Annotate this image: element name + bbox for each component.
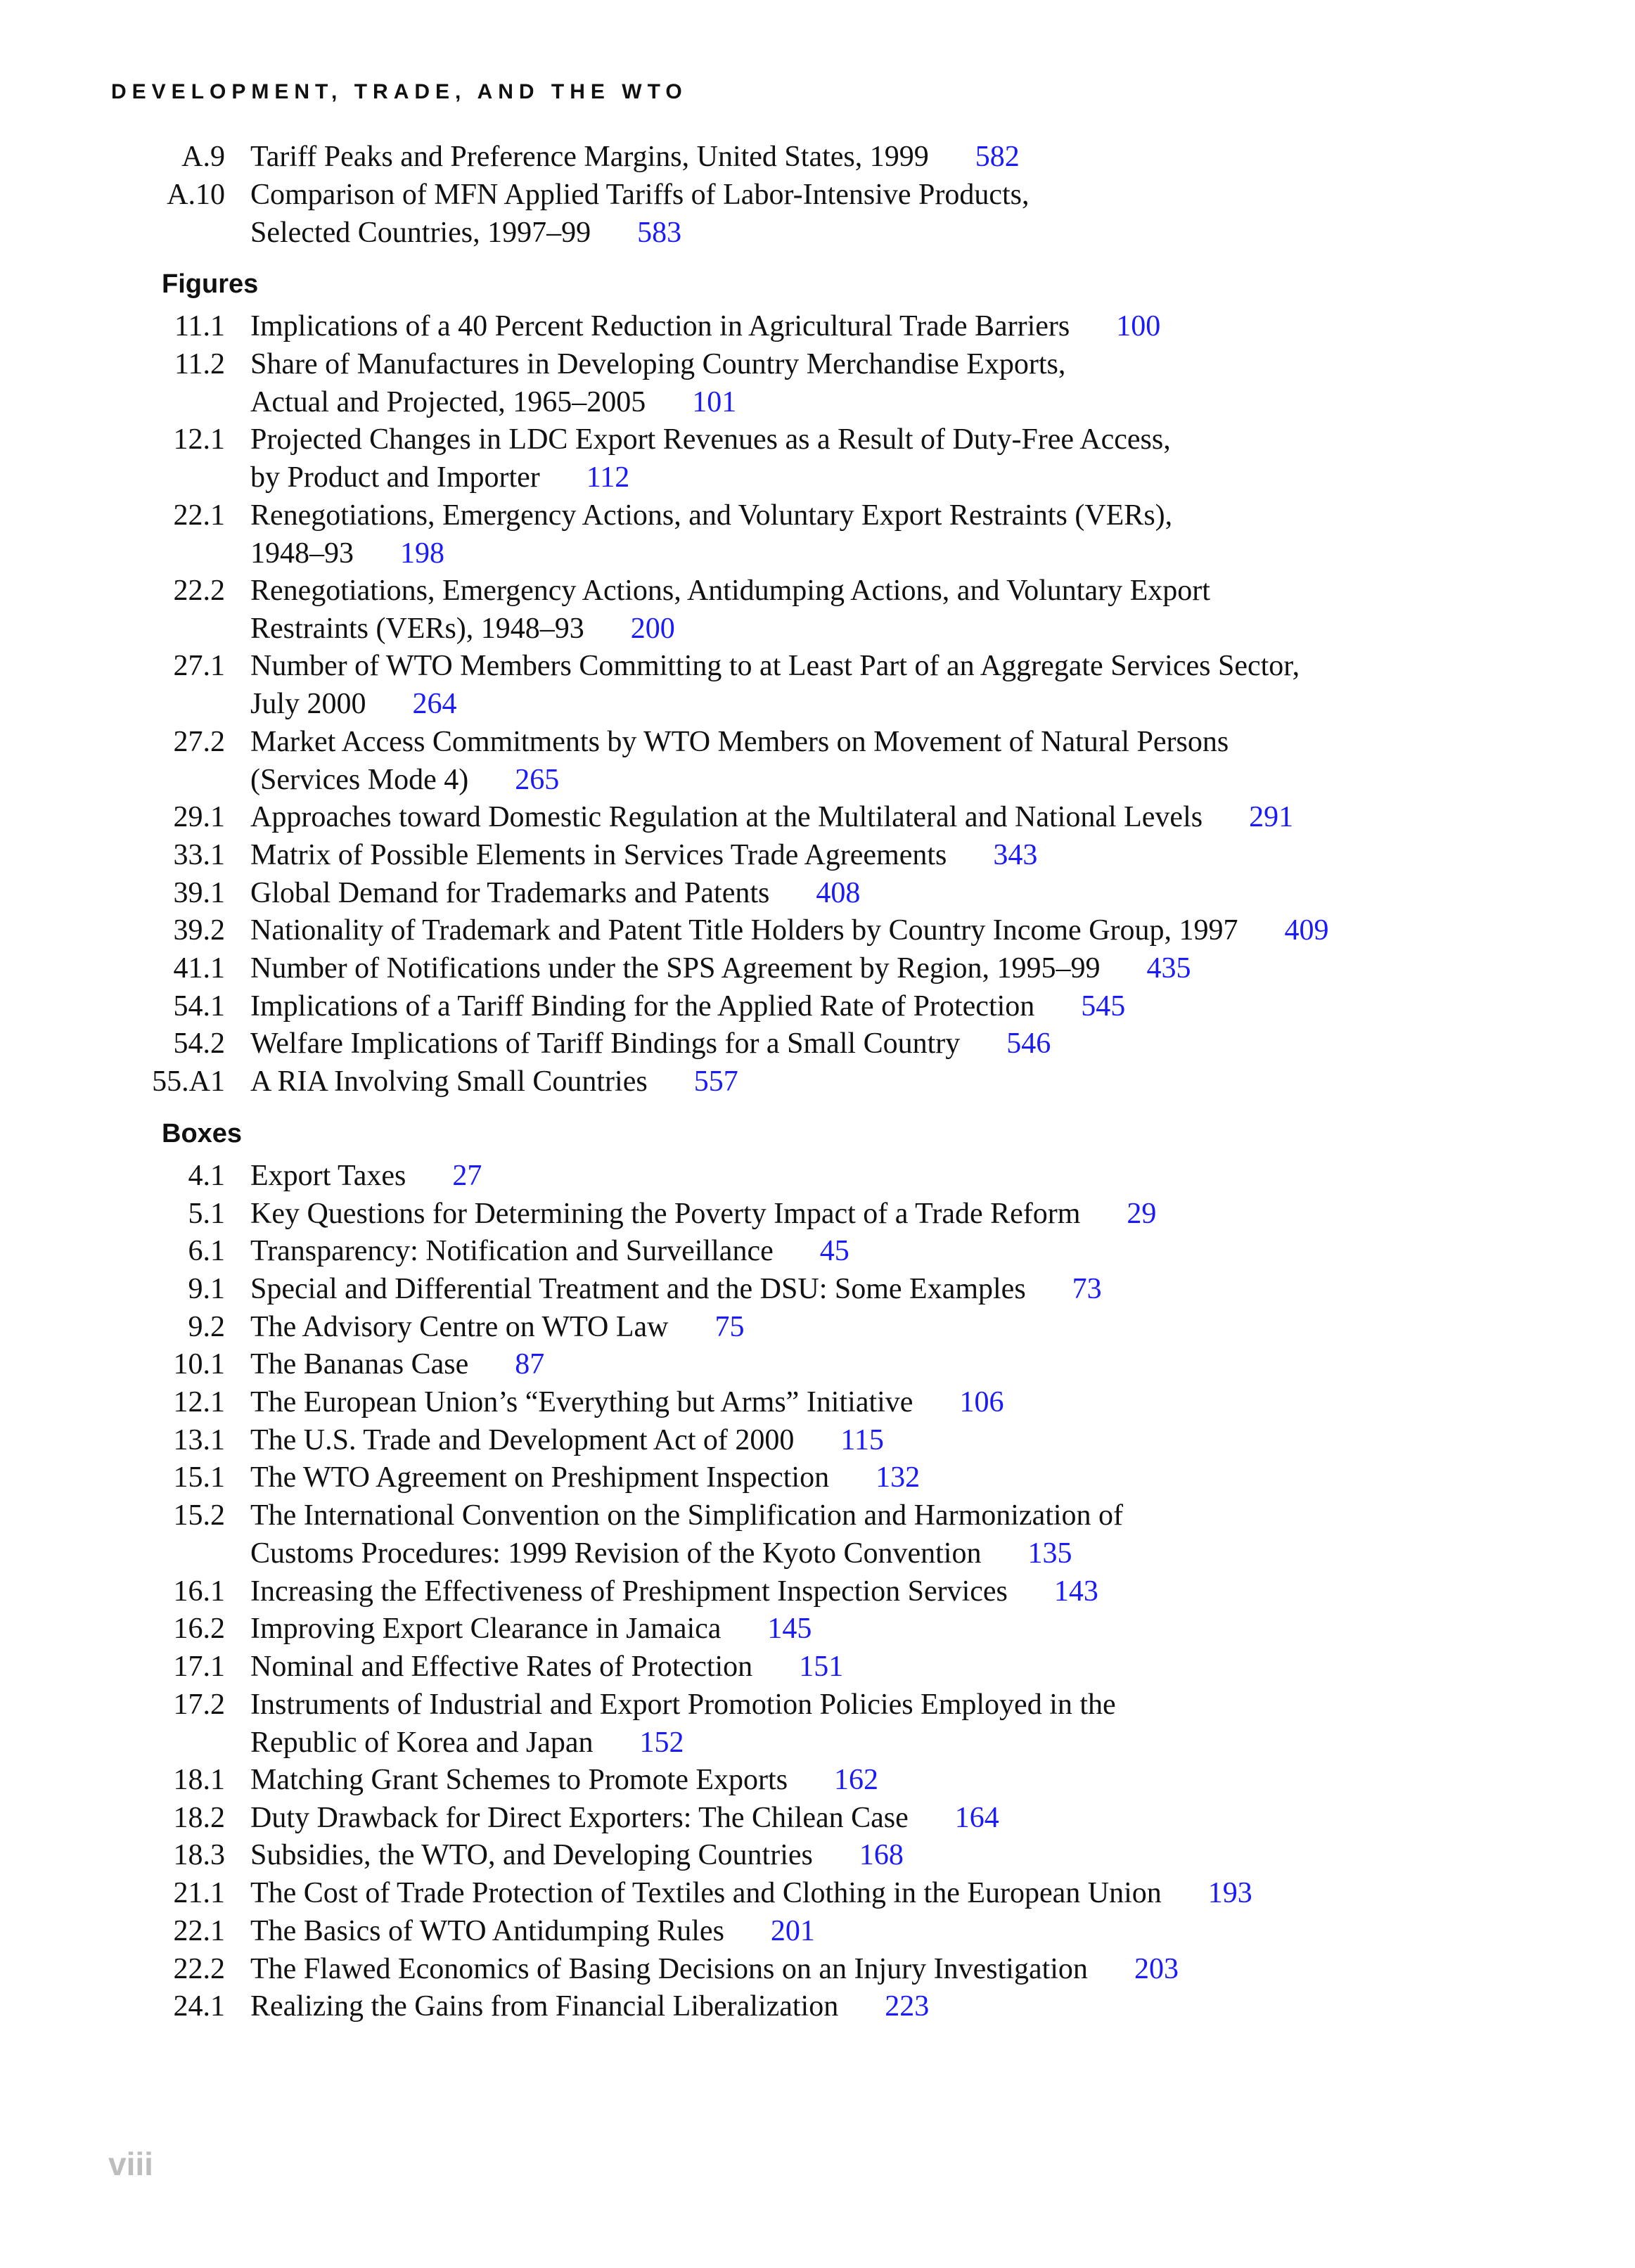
running-head: DEVELOPMENT, TRADE, AND THE WTO — [111, 80, 688, 103]
entry-title — [250, 345, 1446, 421]
entry-title — [250, 1572, 1446, 1610]
page-link[interactable]: 193 — [1207, 1877, 1252, 1910]
entry-title — [250, 1459, 1446, 1497]
page-link[interactable]: 198 — [400, 537, 444, 570]
entry-title-line — [250, 1270, 1446, 1308]
entry-title-text: Increasing the Effectiveness of Preshipment Inspection Services — [250, 1575, 1008, 1608]
page-link[interactable]: 115 — [840, 1423, 884, 1456]
entry-title-text: Matrix of Possible Elements in Services Trade Agreements — [250, 838, 947, 871]
entry-title-text: Nominal and Effective Rates of Protection — [250, 1650, 753, 1683]
entry-title — [250, 1270, 1446, 1308]
entry-title — [250, 874, 1446, 912]
entry-title — [250, 1232, 1446, 1270]
entry-title-text: Matching Grant Schemes to Promote Exports — [250, 1764, 788, 1796]
entry-title — [250, 723, 1446, 799]
entry-title-text: Market Access Commitments by WTO Members on Movement of Natural Persons — [250, 725, 1229, 758]
entry-title-line — [250, 176, 1446, 214]
entry-title — [250, 138, 1446, 176]
page-link[interactable]: 546 — [1006, 1027, 1051, 1061]
entry-title-line — [250, 1950, 1446, 1988]
entry-title — [250, 1874, 1446, 1912]
entry-number: 18.2 — [173, 1801, 225, 1834]
entry-number: 12.1 — [173, 1386, 225, 1418]
page-link[interactable]: 265 — [515, 763, 560, 796]
entry-title-line — [250, 572, 1446, 610]
entry-title-text: The Flawed Economics of Basing Decisions on an Injury Investigation — [250, 1952, 1088, 1985]
entry-title — [250, 836, 1446, 874]
entry-title-line — [250, 307, 1446, 345]
entry-title-line — [250, 761, 1446, 799]
entry-number: 22.2 — [173, 575, 225, 607]
entry-title-text: Comparison of MFN Applied Tariffs of Labor-Intensive Products, — [250, 178, 1030, 211]
entry-title-text: Selected Countries, 1997–99 — [250, 216, 591, 249]
page-link[interactable]: 291 — [1249, 801, 1294, 834]
entry-title-line — [250, 874, 1446, 912]
page-link[interactable]: 343 — [993, 838, 1038, 871]
entry-number: A.9 — [181, 141, 225, 173]
entry-number: 15.1 — [173, 1461, 225, 1494]
entry-number: 54.2 — [173, 1027, 225, 1061]
entry-title-line — [250, 534, 1446, 572]
entry-number: 9.2 — [188, 1310, 225, 1343]
page-link[interactable]: 75 — [714, 1310, 745, 1343]
entry-number: 55.A1 — [152, 1065, 225, 1098]
page-link[interactable]: 143 — [1053, 1575, 1098, 1608]
entry-title — [250, 911, 1446, 949]
entry-title — [250, 647, 1446, 723]
page-link[interactable]: 135 — [1027, 1537, 1072, 1570]
entry-title-text: A RIA Involving Small Countries — [250, 1065, 648, 1098]
entry-number: 15.2 — [173, 1499, 225, 1532]
entry-title-text: The Basics of WTO Antidumping Rules — [250, 1914, 724, 1947]
page-link[interactable]: 545 — [1081, 989, 1126, 1023]
entry-title-text: Improving Export Clearance in Jamaica — [250, 1613, 722, 1646]
entry-title-line — [250, 1987, 1446, 2025]
entry-number: 21.1 — [173, 1877, 225, 1910]
entry-title-line — [250, 685, 1446, 723]
entry-number: 39.1 — [173, 876, 225, 909]
entry-number: 12.1 — [173, 423, 225, 456]
entry-title — [250, 1063, 1446, 1101]
entry-title-line — [250, 1421, 1446, 1459]
entry-title — [250, 176, 1446, 252]
entry-title — [250, 1836, 1446, 1874]
entry-title-line — [250, 138, 1446, 176]
entry-number: 33.1 — [173, 838, 225, 871]
entry-title — [250, 1421, 1446, 1459]
entry-title — [250, 1025, 1446, 1063]
entry-title-line — [250, 1195, 1446, 1233]
entry-title — [250, 1157, 1446, 1195]
entry-title-line — [250, 1497, 1446, 1535]
page-link[interactable]: 201 — [770, 1914, 815, 1947]
entry-title-text: Renegotiations, Emergency Actions, Antidumping Actions, and Voluntary Export — [250, 575, 1210, 607]
entry-title-line — [250, 1836, 1446, 1874]
entry-title-text: Actual and Projected, 1965–2005 — [250, 385, 646, 418]
entry-title-text: Duty Drawback for Direct Exporters: The Chilean Case — [250, 1801, 909, 1834]
entry-title-line — [250, 1724, 1446, 1762]
entry-title — [250, 307, 1446, 345]
entry-number: 18.3 — [173, 1839, 225, 1872]
entry-number: 16.1 — [173, 1575, 225, 1608]
entry-title-text: The WTO Agreement on Preshipment Inspection — [250, 1461, 830, 1494]
entry-title-text: Key Questions for Determining the Poverty Impact of a Trade Reform — [250, 1197, 1081, 1230]
entry-title-text: Global Demand for Trademarks and Patents — [250, 876, 770, 909]
entry-title — [250, 1686, 1446, 1762]
entry-number: 54.1 — [173, 989, 225, 1023]
entry-title-line — [250, 911, 1446, 949]
entry-title-line — [250, 496, 1446, 534]
page-link[interactable]: 132 — [876, 1461, 921, 1494]
entry-title-line — [250, 1232, 1446, 1270]
entry-number: 41.1 — [173, 952, 225, 985]
entry-title-text: The Advisory Centre on WTO Law — [250, 1310, 669, 1343]
entry-title-line — [250, 723, 1446, 761]
page-link[interactable]: 145 — [767, 1613, 812, 1646]
page-link[interactable]: 409 — [1284, 914, 1329, 947]
page-link[interactable]: 168 — [859, 1839, 904, 1872]
page-link[interactable]: 101 — [692, 385, 737, 418]
entry-number: 27.2 — [173, 725, 225, 758]
entry-title — [250, 1308, 1446, 1346]
entry-title-text: July 2000 — [250, 688, 366, 721]
entry-number: 22.2 — [173, 1952, 225, 1985]
entry-title-line — [250, 1572, 1446, 1610]
entry-title — [250, 1195, 1446, 1233]
page-link[interactable]: 162 — [834, 1764, 879, 1796]
entry-number: 22.1 — [173, 1914, 225, 1947]
entry-title-text: Republic of Korea and Japan — [250, 1726, 594, 1759]
page-link[interactable]: 87 — [515, 1348, 545, 1381]
page-link[interactable]: 106 — [959, 1386, 1004, 1418]
page-link[interactable]: 583 — [637, 216, 682, 249]
entry-title-text: Implications of a 40 Percent Reduction in Agricultural Trade Barriers — [250, 310, 1070, 343]
entry-title — [250, 987, 1446, 1025]
page-link[interactable]: 223 — [885, 1990, 930, 2023]
entry-number: 9.1 — [188, 1272, 225, 1305]
entry-title-line — [250, 1912, 1446, 1950]
entry-title — [250, 1950, 1446, 1988]
entry-title-text: 1948–93 — [250, 537, 354, 570]
page-folio: viii — [108, 2146, 153, 2182]
entry-title — [250, 1912, 1446, 1950]
entry-title-line — [250, 383, 1446, 421]
entry-title — [250, 1610, 1446, 1648]
entry-title — [250, 949, 1446, 987]
entry-title-text: by Product and Importer — [250, 461, 540, 494]
entry-title-text: Share of Manufactures in Developing Country Merchandise Exports, — [250, 347, 1066, 380]
entry-number: 39.2 — [173, 914, 225, 947]
entry-title — [250, 1799, 1446, 1837]
entry-title-line — [250, 1345, 1446, 1383]
entry-title-text: Tariff Peaks and Preference Margins, United States, 1999 — [250, 141, 929, 173]
entry-title — [250, 496, 1446, 572]
entry-number: 13.1 — [173, 1423, 225, 1456]
entry-number: 5.1 — [188, 1197, 225, 1230]
entry-title-text: Projected Changes in LDC Export Revenues as a Result of Duty-Free Access, — [250, 423, 1171, 456]
entry-title — [250, 1761, 1446, 1799]
page-link[interactable]: 203 — [1134, 1952, 1179, 1985]
entry-number: 24.1 — [173, 1990, 225, 2023]
entry-number: 11.2 — [174, 347, 225, 380]
page-link[interactable]: 164 — [954, 1801, 999, 1834]
entry-title-text: Renegotiations, Emergency Actions, and Voluntary Export Restraints (VERs), — [250, 499, 1173, 532]
entry-number: 6.1 — [188, 1235, 225, 1268]
entry-title-text: Realizing the Gains from Financial Liberalization — [250, 1990, 839, 2023]
entry-number: 16.2 — [173, 1613, 225, 1646]
entry-title-line — [250, 798, 1446, 836]
entry-title-line — [250, 1761, 1446, 1799]
entry-title-text: Approaches toward Domestic Regulation at the Multilateral and National Levels — [250, 801, 1203, 834]
page-link[interactable]: 73 — [1072, 1272, 1102, 1305]
entry-title-text: The International Convention on the Simplification and Harmonization of — [250, 1499, 1124, 1532]
entry-title-line — [250, 1648, 1446, 1686]
entry-title-text: Number of Notifications under the SPS Agreement by Region, 1995–99 — [250, 952, 1101, 985]
entry-title-line — [250, 1025, 1446, 1063]
entry-title-text: The Bananas Case — [250, 1348, 469, 1381]
entry-title-text: Restraints (VERs), 1948–93 — [250, 613, 584, 645]
page-link[interactable]: 264 — [412, 688, 457, 721]
entry-title-text: Customs Procedures: 1999 Revision of the Kyoto Convention — [250, 1537, 982, 1570]
entry-number: 17.1 — [173, 1650, 225, 1683]
page-link[interactable]: 27 — [452, 1159, 482, 1192]
page-link[interactable]: 29 — [1127, 1197, 1157, 1230]
entry-number: 27.1 — [173, 650, 225, 683]
entry-title-line — [250, 1308, 1446, 1346]
entry-number: 10.1 — [173, 1348, 225, 1381]
entry-title — [250, 1987, 1446, 2025]
entry-title-text: Subsidies, the WTO, and Developing Countries — [250, 1839, 813, 1872]
entry-title-text: Implications of a Tariff Binding for the Applied Rate of Protection — [250, 989, 1035, 1023]
entry-title-line — [250, 421, 1446, 459]
entry-title-text: Transparency: Notification and Surveillance — [250, 1235, 774, 1268]
page-link[interactable]: 112 — [586, 461, 630, 494]
entry-number: 22.1 — [173, 499, 225, 532]
entry-title-line — [250, 610, 1446, 648]
entry-title-text: The European Union’s “Everything but Arms” Initiative — [250, 1386, 913, 1418]
entry-title-line — [250, 345, 1446, 383]
page-link[interactable]: 408 — [816, 876, 861, 909]
entry-title-line — [250, 459, 1446, 496]
entry-title-text: Special and Differential Treatment and the DSU: Some Examples — [250, 1272, 1026, 1305]
page-link[interactable]: 151 — [799, 1650, 844, 1683]
entry-title-text: Welfare Implications of Tariff Bindings for a Small Country — [250, 1027, 961, 1061]
section-heading: Figures — [162, 269, 259, 300]
entry-title-line — [250, 647, 1446, 685]
entry-title-line — [250, 1383, 1446, 1421]
entry-title-line — [250, 1157, 1446, 1195]
entry-title — [250, 798, 1446, 836]
entry-title-line — [250, 1063, 1446, 1101]
page-link[interactable]: 200 — [630, 613, 675, 645]
entry-number: A.10 — [167, 178, 225, 211]
entry-title-line — [250, 214, 1446, 252]
entry-title — [250, 1497, 1446, 1572]
section-heading: Boxes — [162, 1118, 243, 1148]
entry-title — [250, 1383, 1446, 1421]
page-link[interactable]: 557 — [693, 1065, 738, 1098]
entry-number: 4.1 — [188, 1159, 225, 1192]
page-link[interactable]: 435 — [1146, 952, 1191, 985]
page-link[interactable]: 100 — [1116, 310, 1161, 343]
entry-title-text: The Cost of Trade Protection of Textiles and Clothing in the European Union — [250, 1877, 1162, 1910]
page-link[interactable]: 152 — [639, 1726, 684, 1759]
entry-title-line — [250, 949, 1446, 987]
page-link[interactable]: 45 — [819, 1235, 849, 1268]
entry-title-line — [250, 1535, 1446, 1572]
entry-title-text: Number of WTO Members Committing to at Least Part of an Aggregate Services Sector, — [250, 650, 1300, 683]
entry-title-line — [250, 1459, 1446, 1497]
entry-title-line — [250, 1799, 1446, 1837]
entry-number: 17.2 — [173, 1688, 225, 1721]
entry-title-line — [250, 836, 1446, 874]
entry-number: 11.1 — [174, 310, 225, 343]
entry-number: 29.1 — [173, 801, 225, 834]
entry-title-line — [250, 1610, 1446, 1648]
entry-title — [250, 1345, 1446, 1383]
entry-title-text: Export Taxes — [250, 1159, 406, 1192]
page-link[interactable]: 582 — [975, 141, 1020, 173]
entry-title-text: Nationality of Trademark and Patent Title Holders by Country Income Group, 1997 — [250, 914, 1238, 947]
entry-number: 18.1 — [173, 1764, 225, 1796]
entry-title-text: (Services Mode 4) — [250, 763, 469, 796]
entry-title — [250, 421, 1446, 496]
entry-title — [250, 572, 1446, 648]
entry-title-text: The U.S. Trade and Development Act of 2000 — [250, 1423, 795, 1456]
entry-title-line — [250, 987, 1446, 1025]
entry-title-line — [250, 1874, 1446, 1912]
entry-title-text: Instruments of Industrial and Export Promotion Policies Employed in the — [250, 1688, 1116, 1721]
entry-title — [250, 1648, 1446, 1686]
entry-title-line — [250, 1686, 1446, 1724]
